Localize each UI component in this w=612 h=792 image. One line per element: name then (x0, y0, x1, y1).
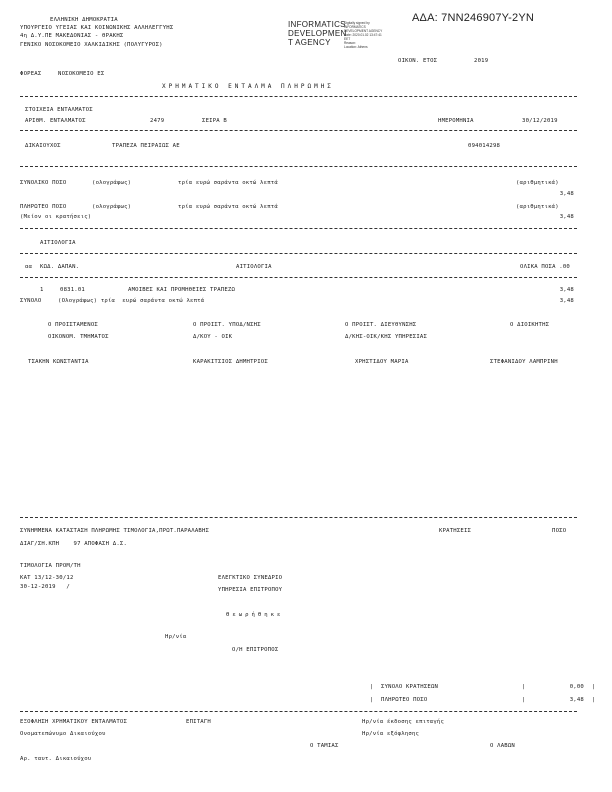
beneficiary-name: ΤΡΑΠΕΖΑ ΠΕΙΡΑΙΩΣ ΑΕ (112, 143, 180, 149)
total-deductions-label: ΣΥΝΟΛΟ ΚΡΑΤΗΣΕΩΝ (381, 684, 439, 690)
final-payable-label: ΠΛΗΡΩΤΕΟ ΠΟΣΟ (381, 697, 428, 703)
audit-service-label: ΥΠΗΡΕΣΙΑ ΕΠΙΤΡΟΠΟΥ (218, 587, 283, 593)
deductions-label: ΚΡΑΤΗΣΕΙΣ (439, 528, 472, 534)
commissioner-label: Ο/Η ΕΠΙΤΡΟΠΟΣ (232, 647, 279, 653)
approval-date-label: Ηρ/νία (165, 634, 187, 640)
header-line-2: ΥΠΟΥΡΓΕΙΟ ΥΓΕΙΑΣ ΚΑΙ ΚΟΙΝΩΝΙΚΗΣ ΑΛΛΗΛΕΓΓΥΗΣ (20, 25, 174, 31)
divider (20, 96, 577, 97)
signature-name-1: ΤΣΑΚΗΝ ΚΩΝΣΤΑΝΤΙΑ (28, 359, 89, 365)
logo-line-2: DEVELOPMEN (288, 29, 347, 38)
total-numeric-label: (αριθμητικά) (516, 180, 559, 186)
signature-details: Digitally signed by INFORMATICS DEVELOPMENT AGENCY Date: 2020.01.02 13:47:41 EET Reason: Location: Athens (344, 21, 383, 49)
less-deductions-label: (Μείον οι κρατήσεις) (20, 214, 92, 220)
divider (20, 711, 577, 712)
payable-amount-words: τρία ευρώ σαράντα οκτώ λεπτά (178, 204, 278, 210)
final-payable-value: 3,48 (569, 697, 584, 703)
table-row-code: 0831.01 (60, 287, 85, 293)
document-title: ΧΡΗΜΑΤΙΚΟ ΕΝΤΑΛΜΑ ΠΛΗΡΩΜΗΣ (162, 83, 334, 90)
header-line-4: ΓΕΝΙΚΟ ΝΟΣΟΚΟΜΕΙΟ ΧΑΛΚΙΔΙΚΗΣ (ΠΟΛΥΓΥΡΟΣ) (20, 42, 163, 48)
warrant-number: 2479 (150, 118, 165, 124)
header-line-3: 4η Δ.Υ.ΠΕ ΜΑΚΕΔΟΝΙΑΣ - ΘΡΑΚΗΣ (20, 33, 124, 39)
warrant-date: 30/12/2019 (522, 118, 558, 124)
payable-in-words-label: (ολογράφως) (92, 204, 132, 210)
warrant-number-label: ΑΡΙΘΜ. ΕΝΤΑΛΜΑΤΟΣ (25, 118, 86, 124)
totals-separator: | (522, 684, 526, 690)
sum-label: ΣΥΝΟΛΟ (20, 298, 42, 304)
totals-separator: | (370, 684, 374, 690)
header-line-1: ΕΛΛΗΝΙΚΗ ΔΗΜΟΚΡΑΤΙΑ (50, 17, 118, 23)
signature-unit-2: Δ/ΚΟΥ - ΟΙΚ (193, 334, 233, 340)
invoice-line-1: ΚΑΤ 13/12-30/12 (20, 575, 74, 581)
digital-signature-stamp (288, 20, 383, 49)
total-amount-value: 3,48 (559, 191, 574, 197)
totals-separator: | (370, 697, 374, 703)
decision-line: ΔΙΑΓ/ΣΗ.ΚΠΗ 97 ΑΠΟΦΑΣΗ Δ.Σ. (20, 541, 128, 547)
signature-unit-1: ΟΙΚΟΝΟΜ. ΤΜΗΜΑΤΟΣ (48, 334, 109, 340)
approved-label: Θεωρήθηκε (226, 612, 284, 618)
signature-role-4: Ο ΔΙΟΙΚΗΤΗΣ (510, 322, 550, 328)
signature-unit-3: Δ/ΚΗΣ-ΟΙΚ/ΚΗΣ ΥΠΗΡΕΣΙΑΣ (345, 334, 428, 340)
signature-name-3: ΧΡΗΣΤΙΔΟΥ ΜΑΡΙΑ (355, 359, 409, 365)
totals-separator: | (522, 697, 526, 703)
column-aa: αα (25, 264, 33, 270)
check-label: ΕΠΙΤΑΓΗ (186, 719, 211, 725)
column-justification: ΑΙΤΙΟΛΟΓΙΑ (236, 264, 272, 270)
column-expense-code: ΚΩΔ. ΔΑΠΑΝ. (40, 264, 80, 270)
signature-role-3: Ο ΠΡΟΙΣΤ. ΔΙΕΥΘΥΝΣΗΣ (345, 322, 417, 328)
warrant-section-label: ΣΤΟΙΧΕΙΑ ΕΝΤΑΛΜΑΤΟΣ (25, 107, 93, 113)
invoice-line-2: 30-12-2019 / (20, 584, 70, 590)
signature-role-1: Ο ΠΡΟΙΣΤΑΜΕΝΟΣ (48, 322, 98, 328)
total-in-words-label: (ολογράφως) (92, 180, 132, 186)
payable-amount-value: 3,48 (559, 214, 574, 220)
beneficiary-id-label: Αρ. ταυτ. Δικαιούχου (20, 756, 92, 762)
totals-separator: | (592, 684, 596, 690)
divider (20, 130, 577, 131)
justification-label: ΑΙΤΙΟΛΟΓΙΑ (40, 240, 76, 246)
fiscal-year: 2019 (474, 58, 489, 64)
fiscal-year-label: ΟΙΚΟΝ. ΕΤΟΣ (398, 58, 438, 64)
payable-amount-label: ΠΛΗΡΩΤΕΟ ΠΟΣΟ (20, 204, 67, 210)
entity-name: ΝΟΣΟΚΟΜΕΙΟ ΕΣ (58, 71, 105, 77)
beneficiary-fullname-label: Ονοματεπώνυμο Δικαιούχου (20, 731, 106, 737)
payment-date-label: Ηρ/νία εξόφλησης (362, 731, 420, 737)
signature-name-2: ΚΑΡΑΚΙΤΣΙΟΣ ΔΗΜΗΤΡΙΟΣ (193, 359, 268, 365)
check-issue-date-label: Ηρ/νία έκδοσης επιταγής (362, 719, 445, 725)
amount-label: ΠΟΣΟ (552, 528, 567, 534)
warrant-settlement-label: ΕΞΟΦΛΗΣΗ ΧΡΗΜΑΤΙΚΟΥ ΕΝΤΑΛΜΑΤΟΣ (20, 719, 128, 725)
table-row-reason: ΑΜΟΙΒΕΣ ΚΑΙ ΠΡΟΜΗΘΕΙΕΣ ΤΡΑΠΕΖΩ (128, 287, 236, 293)
divider (20, 253, 577, 254)
beneficiary-afm: 094014298 (468, 143, 501, 149)
warrant-series: ΣΕΙΡΑ Β (202, 118, 227, 124)
sum-value: 3,48 (559, 298, 574, 304)
divider (20, 277, 577, 278)
payable-numeric-label: (αριθμητικά) (516, 204, 559, 210)
divider (20, 166, 577, 167)
logo-line-3: T AGENCY (288, 38, 331, 47)
sum-in-words: (Ολογράφως) τρία ευρώ σαράντα οκτώ λεπτά (58, 298, 205, 304)
logo-line-1: INFORMATICS (288, 20, 346, 29)
warrant-date-label: ΗΜΕΡΟΜΗΝΙΑ (438, 118, 474, 124)
receiver-label: Ο ΛΑΒΩΝ (490, 743, 515, 749)
cashier-label: Ο ΤΑΜΙΑΣ (310, 743, 339, 749)
signature-role-2: Ο ΠΡΟΙΣΤ. ΥΠΟΔ/ΝΣΗΣ (193, 322, 261, 328)
attachments-label: ΣΥΝΗΜΜΕΝΑ ΚΑΤΑΣΤΑΣΗ ΠΛΗΡΩΜΗΣ ΤΙΜΟΛΟΓΙΑ,ΠΡΩΤ.ΠΑΡΑΛΑΒΗΣ (20, 528, 210, 534)
table-row-aa: 1 (40, 287, 44, 293)
totals-separator: | (592, 697, 596, 703)
divider (20, 517, 577, 518)
column-total-amounts: ΟΛΙΚΑ ΠΟΣΑ .00 (520, 264, 570, 270)
ada-code: ΑΔΑ: 7ΝΝ246907Υ-2ΥΝ (412, 12, 535, 24)
signature-name-4: ΣΤΕΦΑΝΙΔΟΥ ΛΑΜΠΡΙΝΗ (490, 359, 558, 365)
total-amount-label: ΣΥΝΟΛΙΚΟ ΠΟΣΟ (20, 180, 67, 186)
audit-court-label: ΕΛΕΓΚΤΙΚΟ ΣΥΝΕΔΡΙΟ (218, 575, 283, 581)
entity-label: ΦΟΡΕΑΣ (20, 71, 42, 77)
total-deductions-value: 0,00 (569, 684, 584, 690)
beneficiary-label: ΔΙΚΑΙΟΥΧΟΣ (25, 143, 61, 149)
divider (20, 228, 577, 229)
table-row-amount: 3,48 (559, 287, 574, 293)
invoice-label: ΤΙΜΟΛΟΓΙΑ ΠΡΟΜ/ΤΗ (20, 563, 81, 569)
total-amount-words: τρία ευρώ σαράντα οκτώ λεπτά (178, 180, 278, 186)
